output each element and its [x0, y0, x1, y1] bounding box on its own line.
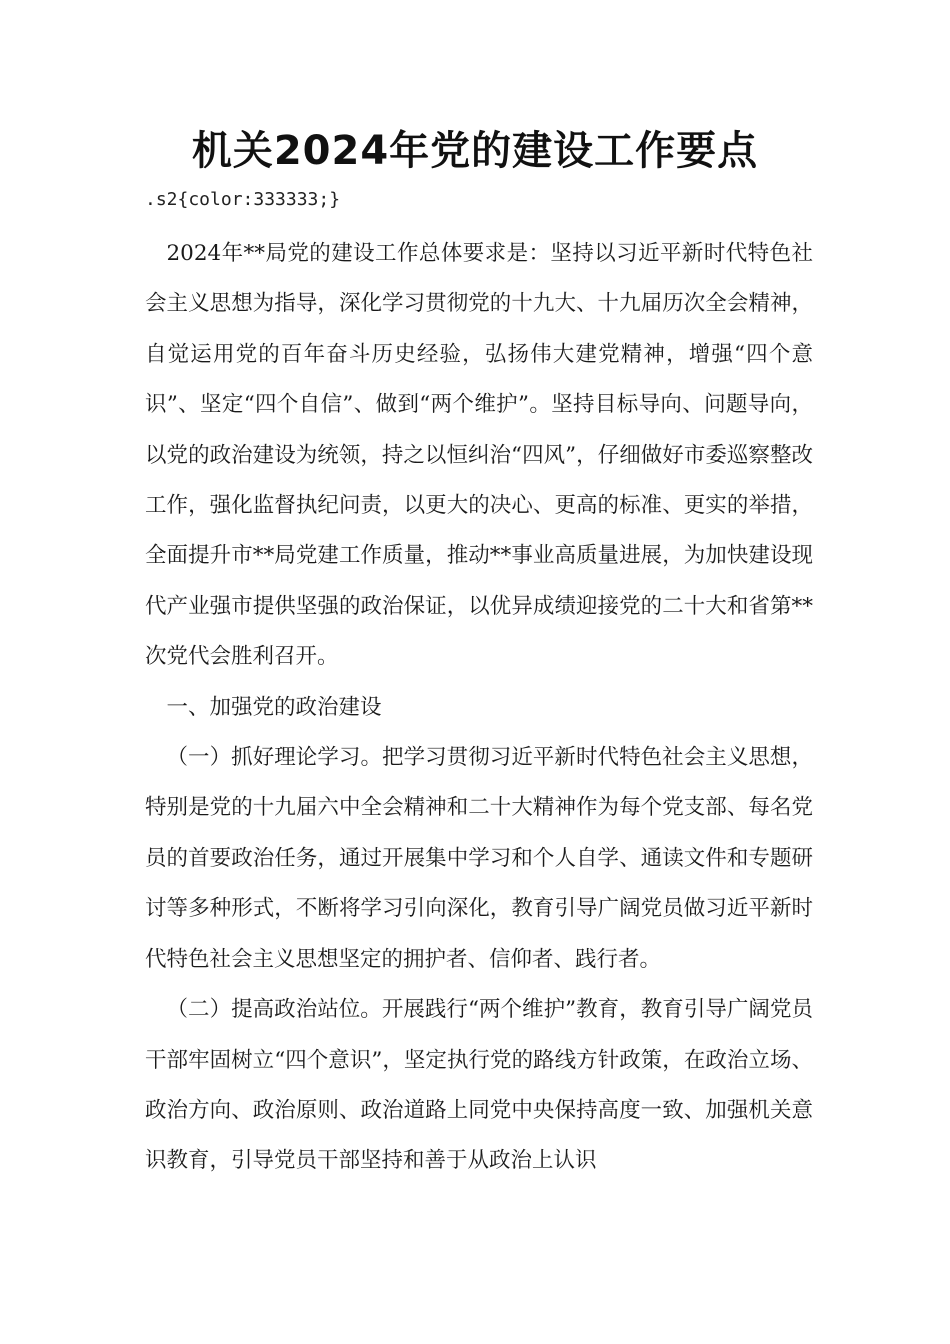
stray-css-text: .s2{color:333333;} [145, 189, 341, 210]
section-heading-1: 一、加强党的政治建设 [166, 694, 382, 720]
paragraph-theory-study: （一）抓好理论学习。把学习贯彻习近平新时代特色社会主义思想，特别是党的十九届六中全会精神和二十大精神作为每个党支部、每名党员的首要政治任务，通过开展集中学习和个人自学、通读文件和专题研讨等多种形式，不断将学习引向深化，教育引导广阔党员做习近平新时代特色社会主义思想坚定的拥护者、信仰者、践行者。 [145, 745, 813, 972]
paragraph-overview: 2024年**局党的建设工作总体要求是：坚持以习近平新时代特色社会主义思想为指导，深化学习贯彻党的十九大、十九届历次全会精神，自觉运用党的百年奋斗历史经验，弘扬伟大建党精神，增强“四个意识”、坚定“四个自信”、做到“两个维护”。坚持目标导向、问题导向，以党的政治建设为统领，持之以恒纠治“四风”，仔细做好市委巡察整改工作，强化监督执纪问责，以更大的决心、更高的标准、更实的举措，全面提升市**局党建工作质量，推动**事业高质量进展，为加快建设现代产业强市提供坚强的政治保证，以优异成绩迎接党的二十大和省第**次党代会胜利召开。 [145, 241, 813, 670]
document-body [145, 229, 813, 1187]
document-title: 机关2024年党的建设工作要点 [191, 128, 759, 174]
paragraph-political-stance: （二）提高政治站位。开展践行“两个维护”教育，教育引导广阔党员干部牢固树立“四个意识”，坚定执行党的路线方针政策，在政治立场、政治方向、政治原则、政治道路上同党中央保持高度一致、加强机关意识教育，引导党员干部坚持和善于从政治上认识 [145, 997, 813, 1174]
